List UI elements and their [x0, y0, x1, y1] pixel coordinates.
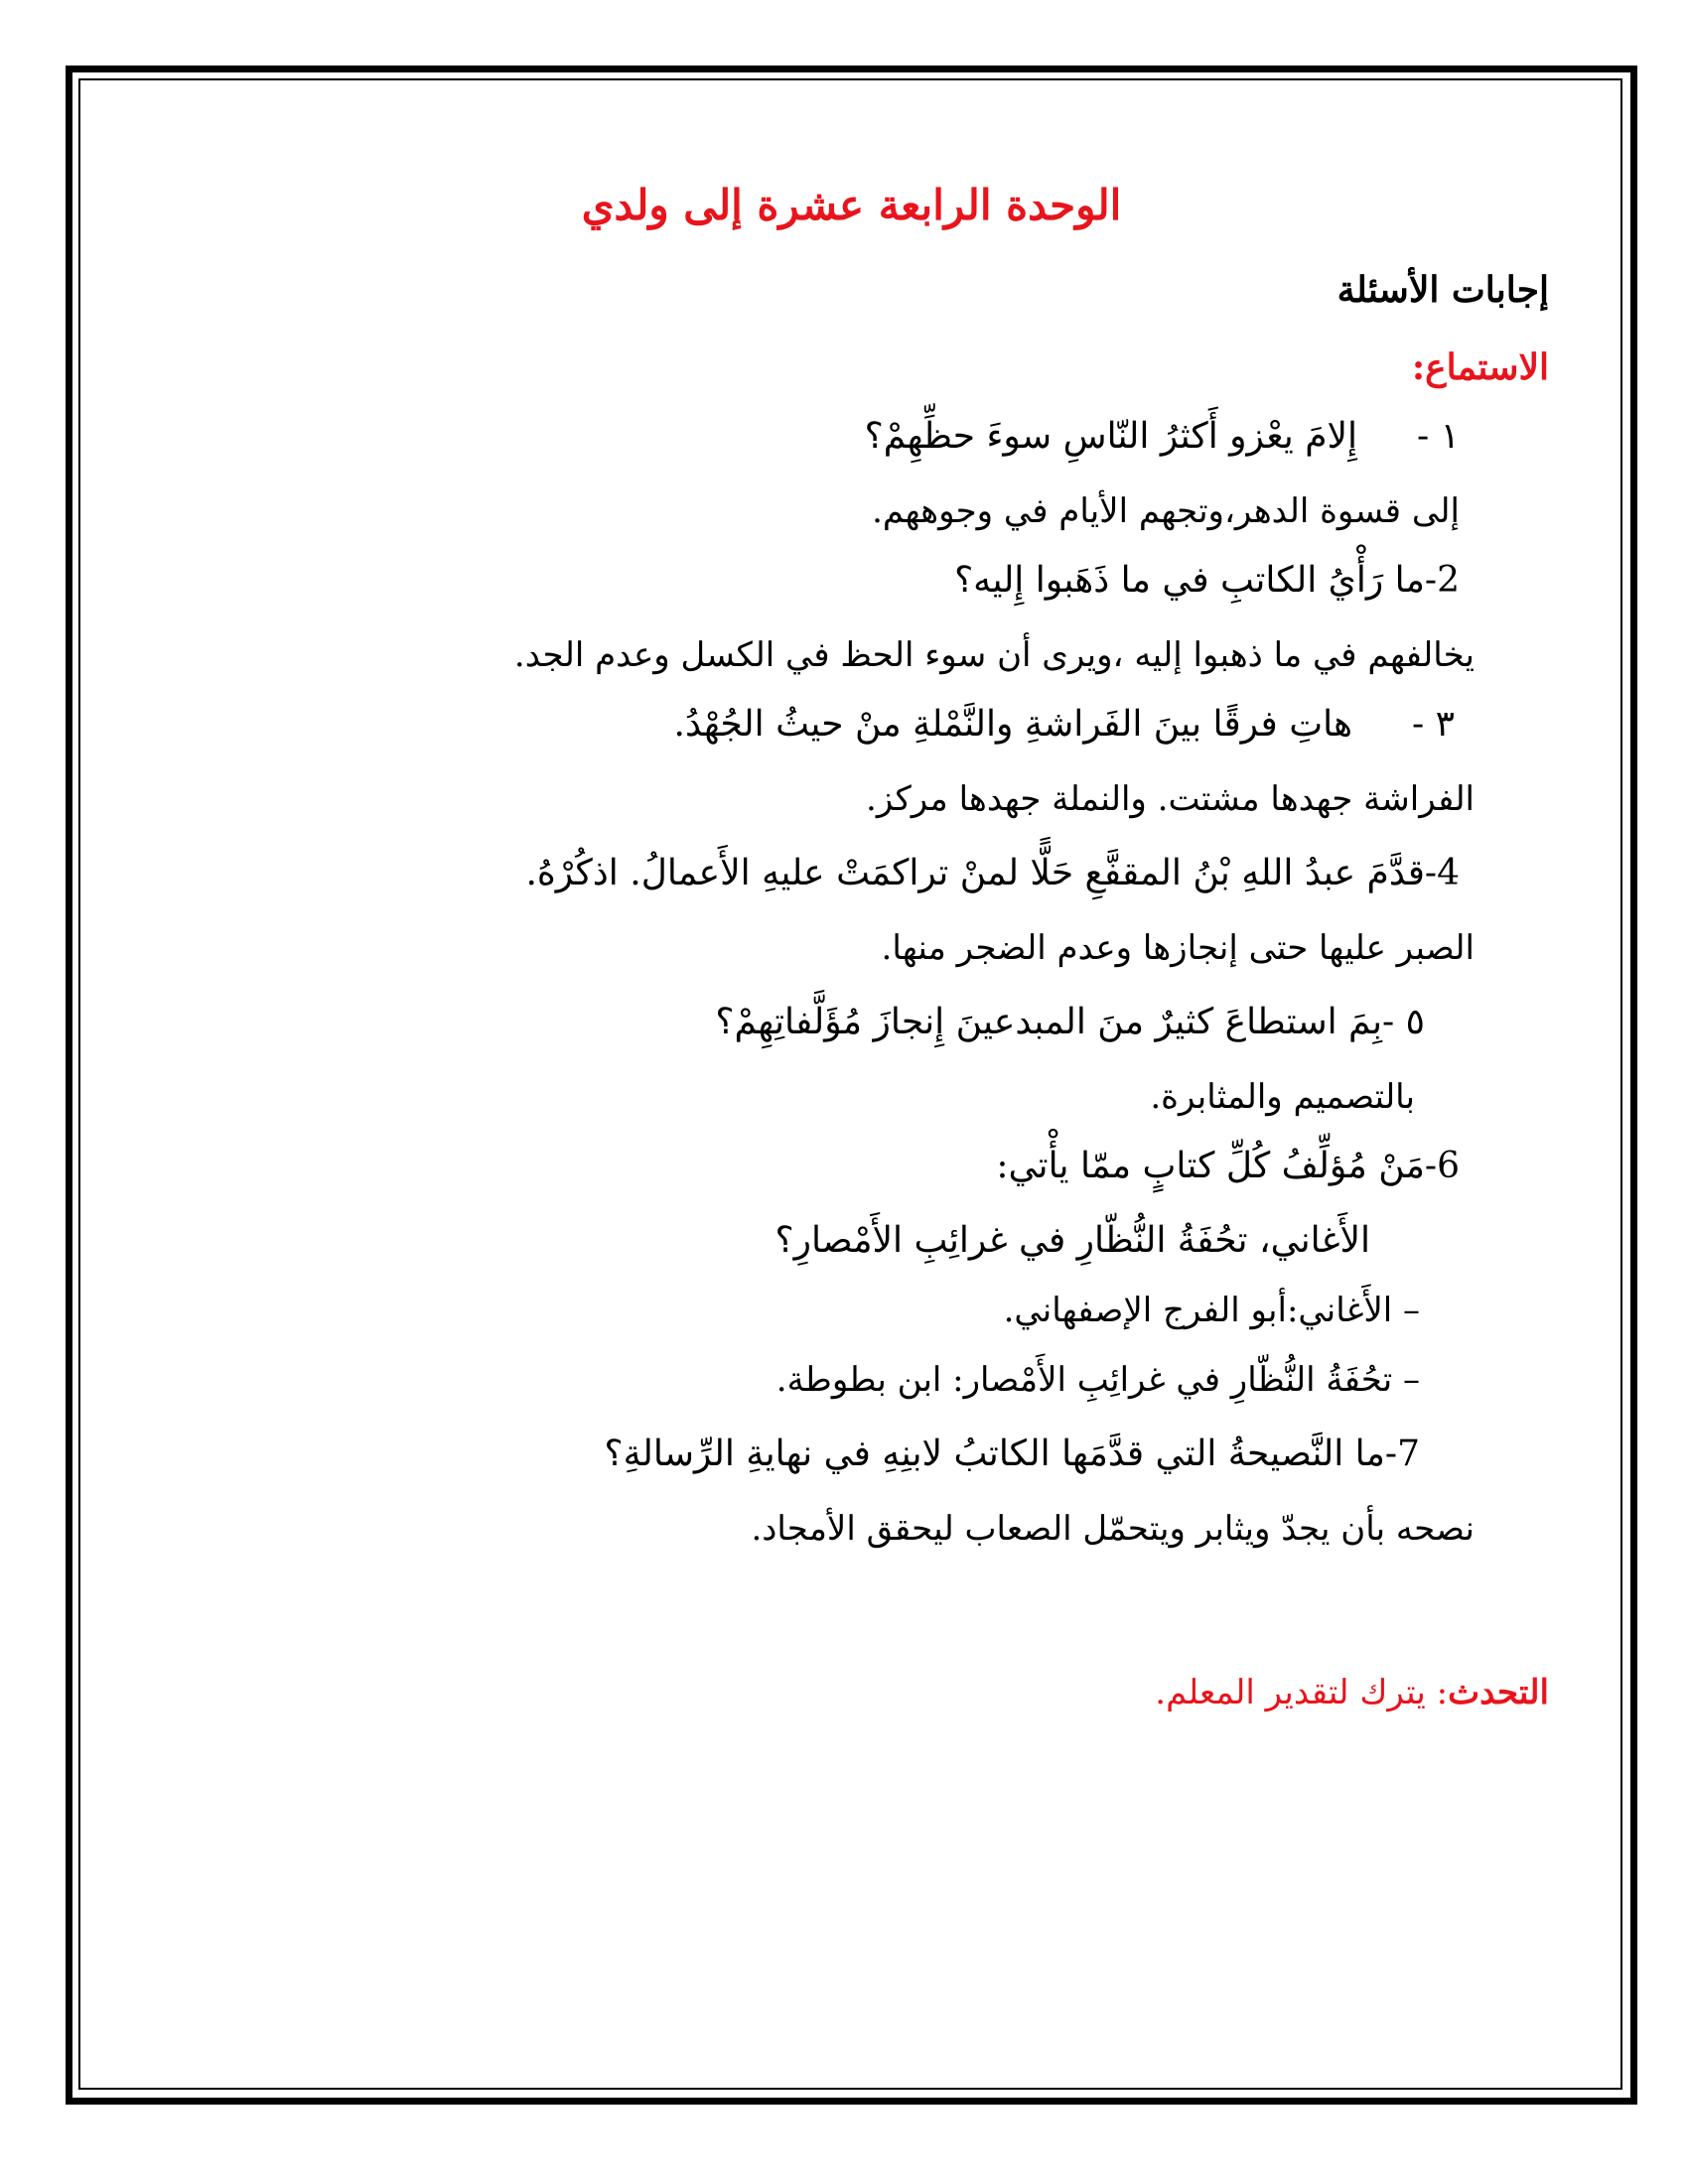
question-4: [525, 849, 1460, 898]
question-number: 4-: [1424, 853, 1460, 893]
question-7: [605, 1430, 1421, 1479]
question-number: ١ -: [1417, 416, 1460, 457]
question-1: [865, 412, 1460, 462]
answers-heading: إجابات الأسئلة: [1336, 269, 1549, 311]
speaking-text: يترك لتقدير المعلم.: [1155, 1673, 1437, 1712]
question-text: مَنْ مُؤلِّفُ كُلِّ كتابٍ ممّا يأْتي:: [996, 1146, 1425, 1186]
answer-1: إلى قسوة الدهر،وتجهم الأيام في وجوههم.: [872, 491, 1460, 531]
document-page: [84, 84, 1618, 2080]
answer-6-a: – الأَغاني:أبو الفرج الإصفهاني.: [1003, 1291, 1420, 1330]
question-6: [996, 1142, 1460, 1191]
answer-5: بالتصميم والمثابرة.: [1150, 1077, 1415, 1117]
question-number: 6-: [1424, 1146, 1460, 1186]
listening-heading: الاستماع:: [1411, 346, 1549, 388]
question-number: 7-: [1384, 1433, 1420, 1474]
answer-2: يخالفهم في ما ذهبوا إليه ،ويرى أن سوء الحظ في الكسل وعدم الجد.: [513, 635, 1475, 675]
question-6-books: الأَغاني، تحُفَةُ النُّظّارِ في غرائِبِ الأَمْصارِ؟: [774, 1220, 1370, 1261]
question-text: بِمَ استطاعَ كثيرٌ منَ المبدعينَ إِنجازَ مُؤَلَّفاتِهِمْ؟: [715, 1002, 1383, 1042]
page-title: الوحدة الرابعة عشرة إلى ولدي: [581, 181, 1122, 229]
question-text: ما النَّصيحةُ التي قدَّمَها الكاتبُ لابنِهِ في نهايةِ الرِّسالةِ؟: [604, 1433, 1385, 1474]
question-number: ٣ -: [1412, 704, 1455, 745]
question-text: إِلامَ يعْزو أَكثرُ النّاسِ سوءَ حظِّهِمْ؟: [864, 416, 1358, 457]
speaking-label: التحدث: [1448, 1673, 1549, 1712]
question-number: 2-: [1424, 560, 1460, 601]
answer-7: نصحه بأن يجدّ ويثابر ويتحمّل الصعاب ليحقق الأمجاد.: [751, 1509, 1475, 1549]
question-text: هاتِ فرقًا بينَ الفَراشةِ والنَّمْلةِ منْ حيثُ الجُهْدُ.: [673, 704, 1353, 745]
speaking-colon: :: [1436, 1673, 1449, 1712]
answer-6-b: – تحُفَةُ النُّظّارِ في غرائِبِ الأَمْصار: ابن بطوطة.: [775, 1360, 1420, 1400]
question-3: [674, 700, 1456, 750]
question-text: قدَّمَ عبدُ اللهِ بْنُ المقفَّعِ حَلًّا لمنْ تراكمَتْ عليهِ الأَعمالُ. اذكُرْهُ.: [525, 853, 1425, 893]
answer-3: الفراشة جهدها مشتت. والنملة جهدها مركز.: [866, 779, 1475, 819]
question-number: ٥ -: [1382, 1002, 1425, 1042]
question-text: ما رَأْيُ الكاتبِ في ما ذَهَبوا إِليه؟: [954, 560, 1425, 601]
question-5: [715, 998, 1425, 1047]
question-2: [954, 556, 1460, 606]
answer-4: الصبر عليها حتى إنجازها وعدم الضجر منها.: [881, 928, 1475, 968]
speaking-section: [1155, 1668, 1549, 1717]
